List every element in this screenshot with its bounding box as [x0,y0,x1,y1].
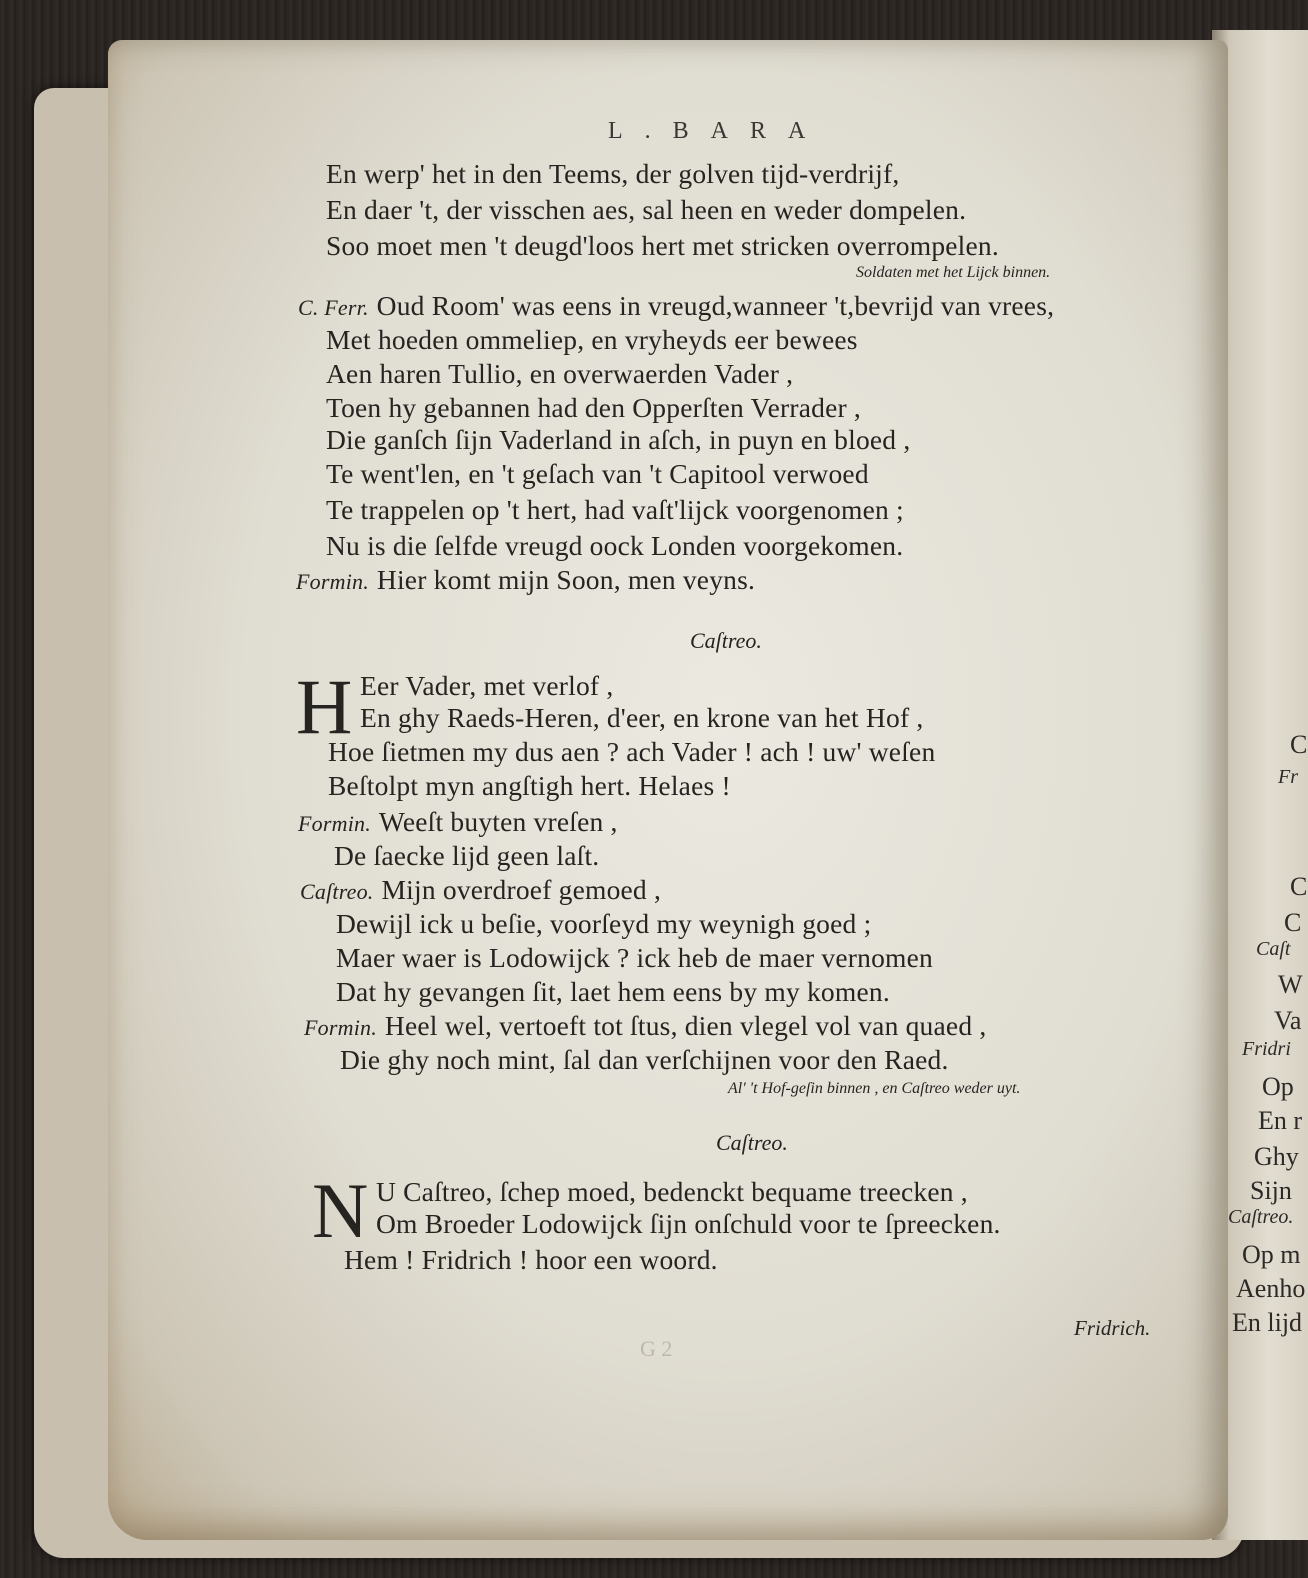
verse-line: Soo moet men 't deugd'loos hert met stricken overrompelen. [326,230,999,261]
verse-line: Te went'len, en 't geſach van 't Capitool verwoed [326,458,869,489]
facing-fragment: Fr [1278,766,1298,788]
speaker-label: C. Ferr. [298,295,369,320]
verse-line [296,564,755,596]
catchword: Fridrich. [1074,1316,1151,1340]
facing-fragment: W [1278,970,1303,999]
facing-fragment: En r [1258,1106,1303,1135]
facing-fragment: C [1290,730,1308,759]
verse-line: Toen hy gebannen had den Opperſten Verrader , [326,392,861,423]
verse-line: En werp' het in den Teems, der golven tijd-verdrijf, [326,158,900,189]
facing-fragment: C [1290,872,1308,901]
facing-fragment: Va [1274,1006,1302,1035]
verse-line: Nu is die ſelfde vreugd oock Londen voorgekomen. [326,530,904,561]
speaker-label: Caſtreo. [300,879,374,904]
verse-text: Weeſt buyten vreſen , [378,806,618,837]
verse-line: De ſaecke lijd geen laſt. [334,840,600,871]
verse-line [300,874,661,906]
facing-fragment: Ghy [1254,1142,1299,1171]
facing-fragment: Aenho [1236,1274,1306,1303]
verse-line: Beſtolpt myn angſtigh hert. Helaes ! [328,770,731,801]
verse-text: Heel wel, vertoeft tot ſtus, dien vlegel vol van quaed , [384,1010,987,1041]
scene-heading: Caſtreo. [690,628,762,653]
verse-line: Die ganſch ſijn Vaderland in aſch, in puyn en bloed , [326,424,911,455]
facing-fragment: C [1284,908,1302,937]
verse-line: Dewijl ick u beſie, voorſeyd my weynigh goed ; [336,908,872,939]
verse-line: Te trappelen op 't hert, had vaſt'lijck voorgenomen ; [326,494,904,525]
facing-fragment: Sijn [1250,1176,1292,1205]
verse-line: Hem ! Fridrich ! hoor een woord. [344,1244,718,1275]
verse-line: En ghy Raeds-Heren, d'eer, en krone van het Hof , [360,702,924,733]
drop-cap: N [312,1167,369,1254]
facing-fragment: Op [1262,1072,1294,1101]
verse-line [298,290,1054,322]
verse-line [304,1010,986,1042]
signature-mark: G 2 [640,1336,673,1361]
verse-text: Mijn overdroef gemoed , [381,874,662,905]
verse-line: Aen haren Tullio, en overwaerden Vader , [326,358,794,389]
verse-line: U Caſtreo, ſchep moed, bedenckt bequame treecken , [376,1176,968,1207]
verse-line: Met hoeden ommeliep, en vryheyds eer bewees [326,324,858,355]
stage-direction: Al' 't Hof-geſin binnen , en Caſtreo weder uyt. [728,1080,1021,1097]
stage-direction: Soldaten met het Lijck binnen. [856,264,1051,281]
running-header: L.BARA [608,118,828,144]
verse-text: Hier komt mijn Soon, men veyns. [376,564,756,595]
scene-heading: Caſtreo. [716,1130,788,1155]
verse-line: Maer waer is Lodowijck ? ick heb de maer vernomen [336,942,933,973]
facing-fragment: Caſtreo. [1228,1206,1294,1228]
facing-fragment: Op m [1242,1240,1301,1269]
verse-line: Die ghy noch mint, ſal dan verſchijnen voor den Raed. [340,1044,949,1075]
facing-fragment: Fridri [1242,1038,1291,1060]
verse-text: Oud Room' was eens in vreugd,wanneer 't,bevrijd van vrees, [376,290,1055,321]
speaker-label: Formin. [304,1015,377,1040]
verse-line: Eer Vader, met verlof , [360,670,614,701]
speaker-label: Formin. [296,569,369,594]
verse-line: Dat hy gevangen ſit, laet hem eens by my komen. [336,976,890,1007]
verse-line [298,806,618,838]
verse-line: Om Broeder Lodowijck ſijn onſchuld voor te ſpreecken. [376,1208,1001,1239]
facing-fragment: Caſt [1256,938,1291,960]
facing-fragment: En lijd [1232,1308,1303,1337]
speaker-label: Formin. [298,811,371,836]
verse-line: Hoe ſietmen my dus aen ? ach Vader ! ach ! uw' weſen [328,736,936,767]
verse-line: En daer 't, der visschen aes, sal heen en weder dompelen. [326,194,967,225]
drop-cap: H [296,663,353,750]
